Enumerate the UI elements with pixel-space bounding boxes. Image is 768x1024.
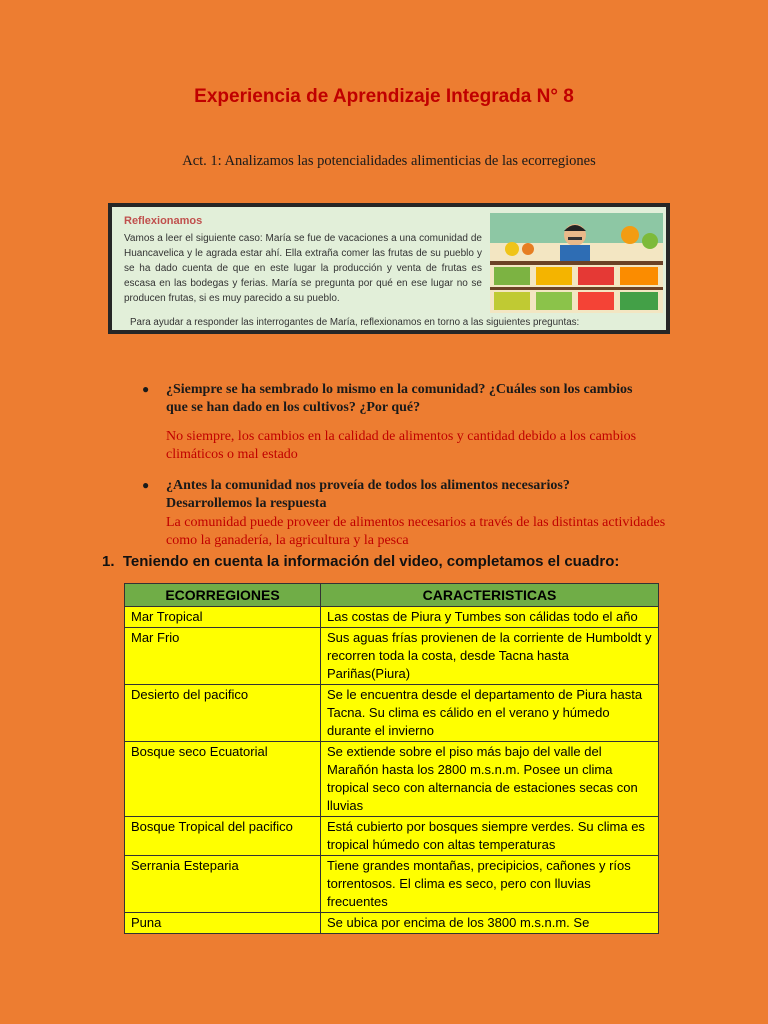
table-row bbox=[125, 856, 659, 913]
question-2: ¿Antes la comunidad nos proveía de todos los alimentos necesarios? Desarrollemos la respuesta bbox=[166, 478, 570, 511]
reflexionamos-footer: Para ayudar a responder las interrogantes de María, reflexionamos en torno a las siguientes preguntas: bbox=[130, 317, 580, 328]
question-1: ¿Siempre se ha sembrado lo mismo en la comunidad? ¿Cuáles son los cambios que se han dado en los cultivos? ¿Por qué? bbox=[166, 382, 633, 415]
header-caracteristicas: CARACTERISTICAS bbox=[321, 584, 659, 607]
answer-1: No siempre, los cambios en la calidad de alimentos y cantidad debido a los cambios climáticos o mal estado bbox=[166, 429, 637, 462]
bullet-2: ● bbox=[142, 478, 150, 492]
ecoregion-description: Está cubierto por bosques siempre verdes. Su clima es tropical húmedo con altas temperaturas bbox=[321, 817, 659, 856]
ecoregion-description: Se extiende sobre el piso más bajo del valle del Marañón hasta los 2800 m.s.n.m. Posee un clima tropical seco con alternancia de estaciones secas con lluvias bbox=[321, 742, 659, 817]
ecoregion-name: Bosque Tropical del pacifico bbox=[125, 817, 321, 856]
reflexionamos-heading: Reflexionamos bbox=[124, 215, 203, 227]
instruction-number: 1. bbox=[102, 553, 115, 570]
table-row bbox=[125, 607, 659, 628]
ecoregion-description: Tiene grandes montañas, precipicios, cañones y ríos torrentosos. El clima es seco, pero con lluvias frecuentes bbox=[321, 856, 659, 913]
ecoregion-name: Serrania Esteparia bbox=[125, 856, 321, 913]
ecoregion-description: Se le encuentra desde el departamento de Piura hasta Tacna. Su clima es cálido en el verano y húmedo durante el invierno bbox=[321, 685, 659, 742]
table-row bbox=[125, 628, 659, 685]
activity-subtitle: Act. 1: Analizamos las potencialidades alimenticias de las ecorregiones bbox=[182, 153, 596, 169]
instruction-text: Teniendo en cuenta la información del video, completamos el cuadro: bbox=[122, 553, 620, 570]
ecoregion-description: Sus aguas frías provienen de la corriente de Humboldt y recorren toda la costa, desde Tacna hasta Pariñas(Piura) bbox=[321, 628, 659, 685]
ecoregion-name: Bosque seco Ecuatorial bbox=[125, 742, 321, 817]
table-row bbox=[125, 742, 659, 817]
ecoregions-table bbox=[124, 583, 659, 934]
fruit-vendor-illustration bbox=[490, 213, 663, 313]
reflexionamos-body: Vamos a leer el siguiente caso: María se fue de vacaciones a una comunidad de Huancavelica y le agrada estar ahí. Ella extraña comer las frutas de su pueblo y se ha dado cuenta de que en este lugar la producción y venta de frutas es escasa en las bodegas y ferias. María se pregunta por qué en ese lugar no se producen frutas, si es muy parecido a su pueblo. bbox=[124, 233, 482, 304]
reflexionamos-box bbox=[108, 203, 670, 334]
table-row bbox=[125, 685, 659, 742]
bullet-1: ● bbox=[142, 382, 150, 396]
ecoregion-name: Puna bbox=[125, 913, 321, 934]
ecoregion-name: Desierto del pacifico bbox=[125, 685, 321, 742]
table-row bbox=[125, 913, 659, 934]
table-row bbox=[125, 817, 659, 856]
ecoregion-name: Mar Tropical bbox=[125, 607, 321, 628]
ecoregion-description: Se ubica por encima de los 3800 m.s.n.m. Se bbox=[321, 913, 659, 934]
page-title: Experiencia de Aprendizaje Integrada N° 8 bbox=[194, 86, 574, 107]
header-ecorregiones: ECORREGIONES bbox=[125, 584, 321, 607]
ecoregion-description: Las costas de Piura y Tumbes son cálidas todo el año bbox=[321, 607, 659, 628]
ecoregion-name: Mar Frio bbox=[125, 628, 321, 685]
answer-2: La comunidad puede proveer de alimentos necesarios a través de las distintas actividades como la ganadería, la agricultura y la pesca bbox=[166, 515, 666, 548]
instruction-1 bbox=[102, 553, 619, 570]
